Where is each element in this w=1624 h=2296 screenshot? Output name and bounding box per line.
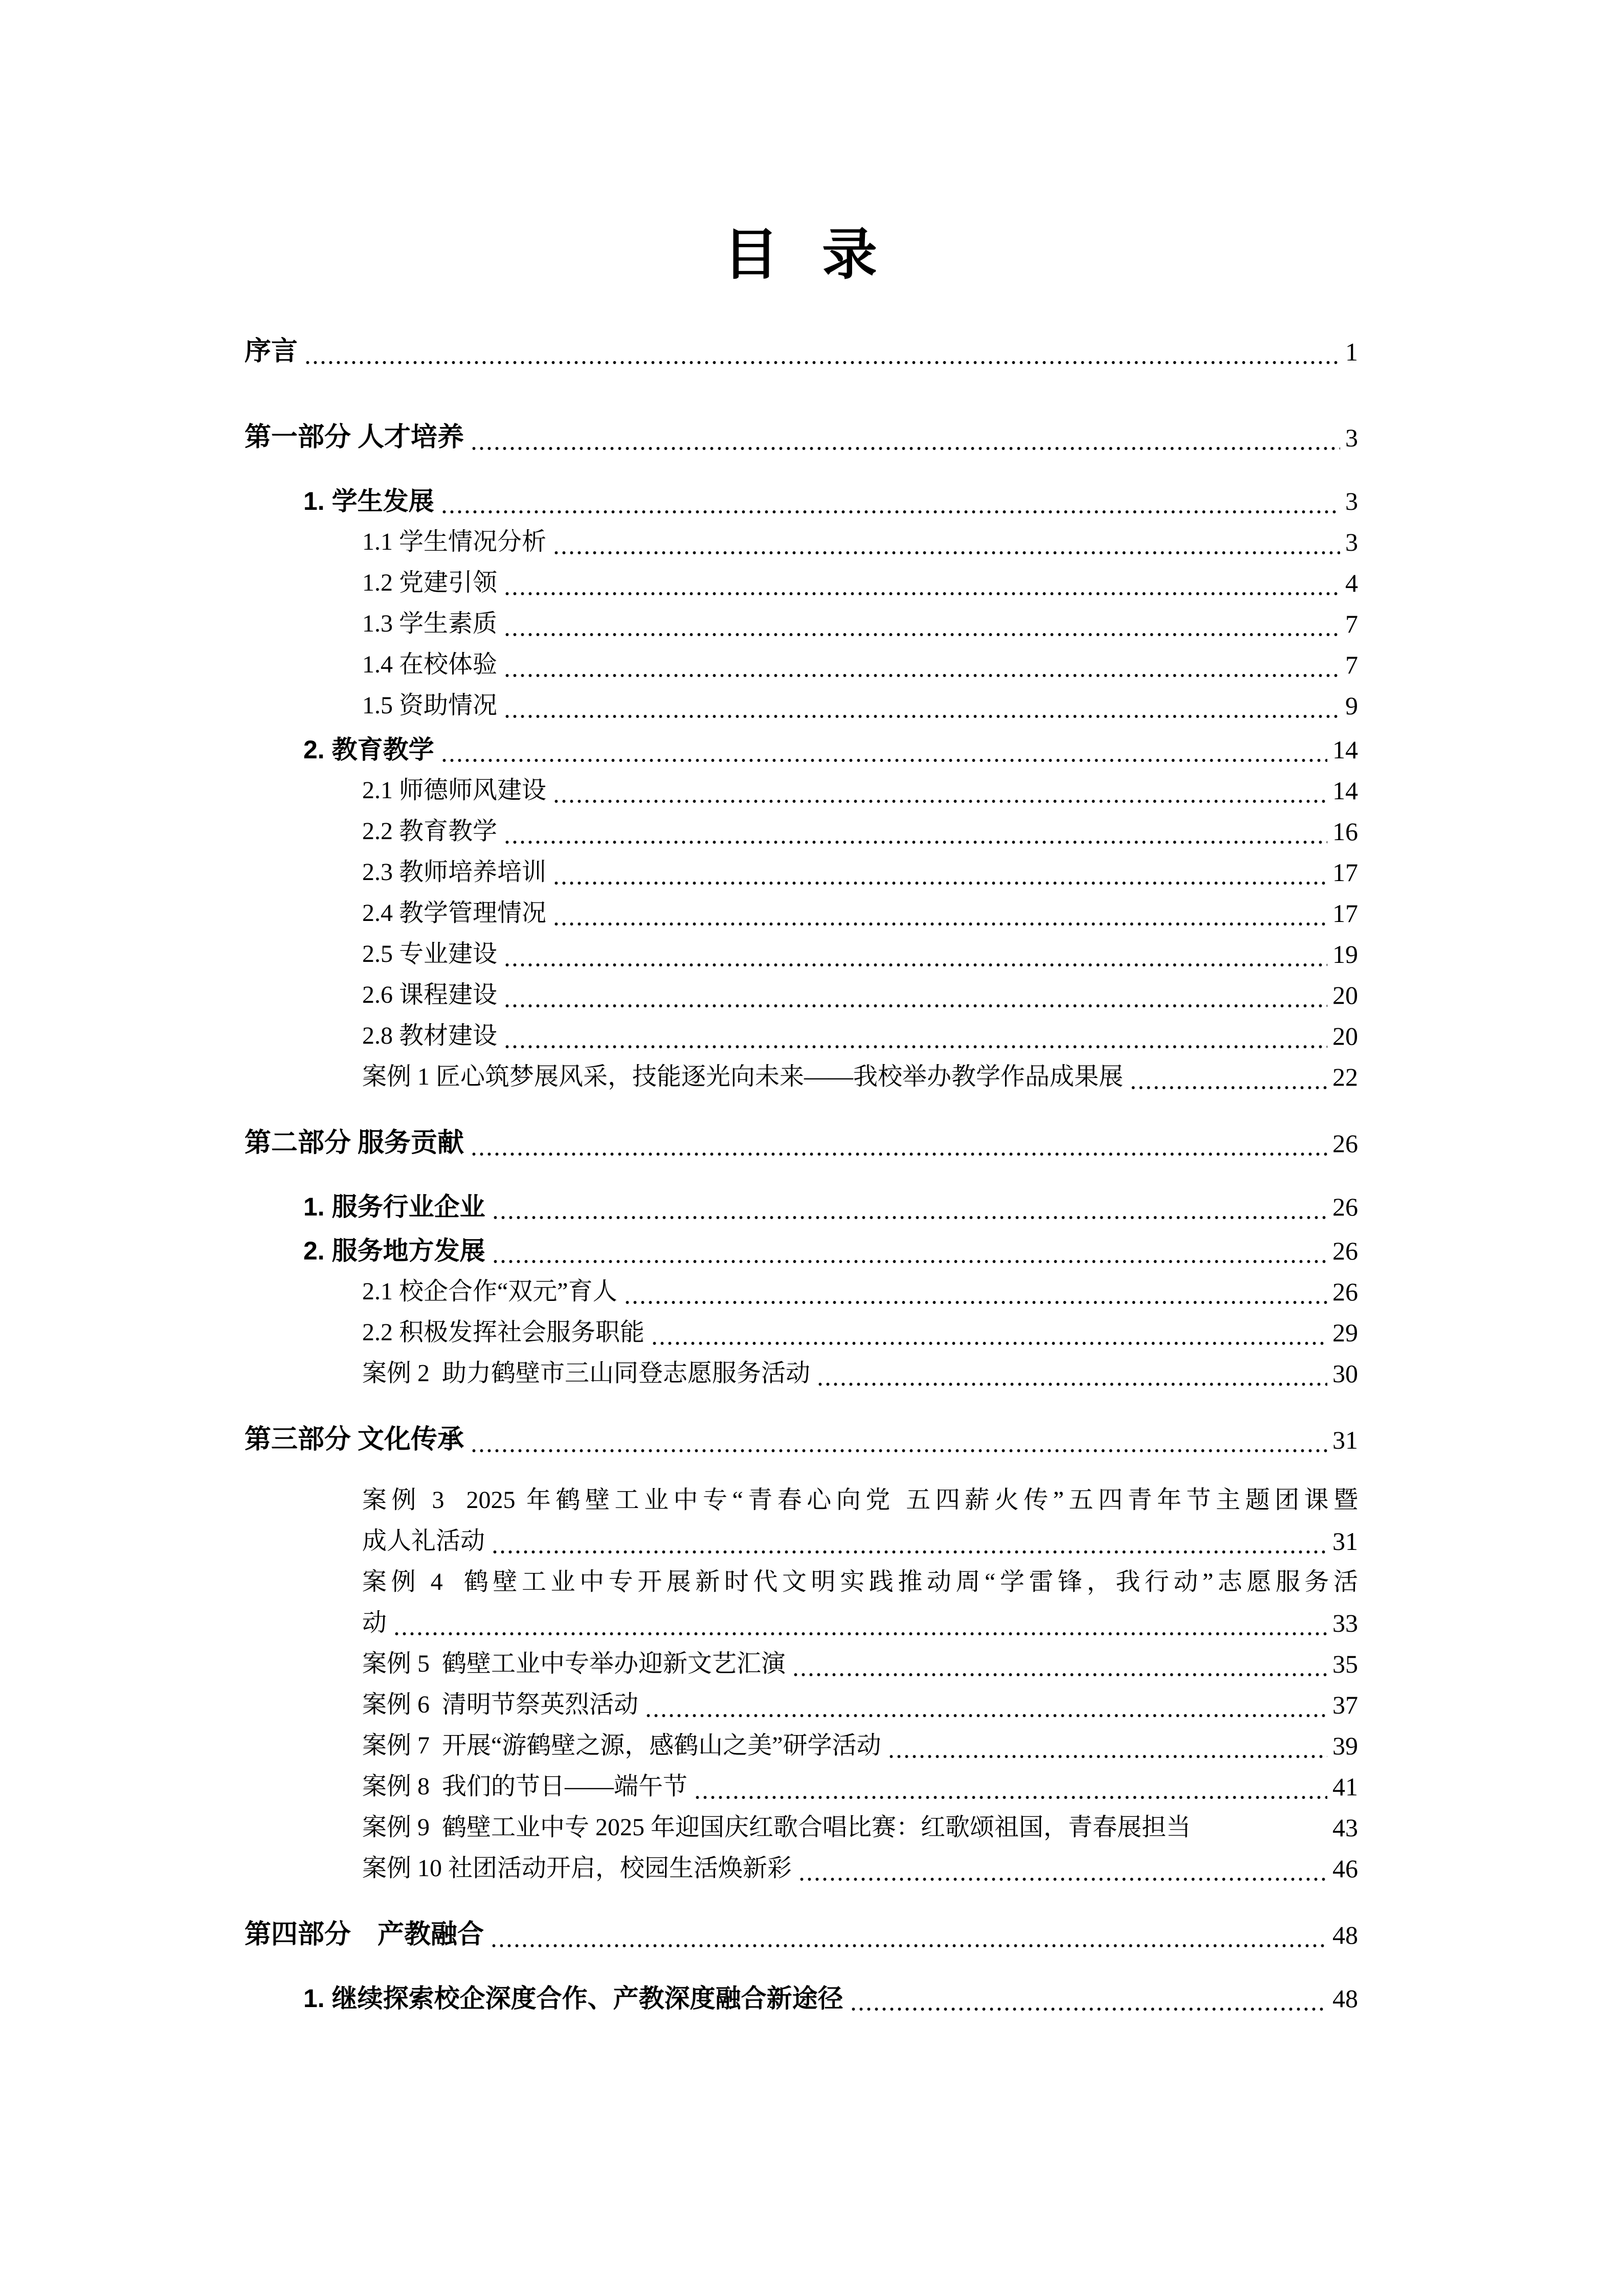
toc-entry-page: 30 — [1332, 1359, 1358, 1388]
dot-leader — [503, 934, 1327, 975]
toc-entry-page: 37 — [1332, 1691, 1358, 1719]
toc-entry-text: 2.2 积极发挥社会服务职能 — [362, 1319, 645, 1346]
toc-entry-page: 7 — [1345, 650, 1358, 679]
dot-leader — [887, 1725, 1327, 1766]
toc-entry-text: 1. 服务行业企业 — [303, 1192, 485, 1221]
toc-wrap-line — [244, 1480, 1358, 1521]
dot-leader — [694, 1766, 1327, 1807]
dot-leader — [1197, 1807, 1327, 1848]
toc-entry-line — [244, 1521, 1358, 1562]
dot-leader — [503, 603, 1340, 644]
dot-leader — [440, 729, 1327, 770]
toc-entry-text: 2. 教育教学 — [303, 735, 434, 764]
toc-entry-page: 41 — [1332, 1772, 1358, 1801]
toc-entry-page: 48 — [1332, 1984, 1358, 2013]
toc-entry-line — [244, 481, 1358, 522]
dot-leader — [304, 331, 1340, 372]
toc-entry-page: 3 — [1345, 528, 1358, 556]
toc-entry-line — [244, 1603, 1358, 1644]
dot-leader — [503, 975, 1327, 1016]
toc-entry-text: 2.8 教材建设 — [362, 1022, 498, 1049]
toc-entry-text: 第一部分 人才培养 — [244, 423, 464, 452]
toc-entry-page: 22 — [1332, 1063, 1358, 1091]
toc-entry-text: 1.1 学生情况分析 — [362, 528, 547, 555]
toc-entry-page: 46 — [1332, 1854, 1358, 1883]
toc-entry-page: 31 — [1332, 1527, 1358, 1556]
dot-leader — [624, 1271, 1327, 1312]
dot-leader — [850, 1978, 1327, 2019]
toc-entry-text: 案例 3 2025 年鹤壁工业中专“青春心向党 五四薪火传”五四青年节主题团课暨 — [362, 1487, 1358, 1514]
toc-entry-text: 序言 — [244, 337, 298, 366]
toc-entry-line — [244, 1230, 1358, 1271]
toc-entry-page: 31 — [1332, 1426, 1358, 1454]
dot-leader — [393, 1603, 1327, 1644]
dot-leader — [651, 1312, 1327, 1353]
toc-entry-text: 案例 4 鹤壁工业中专开展新时代文明实践推动周“学雷锋，我行动”志愿服务活 — [362, 1568, 1358, 1595]
toc-entry-text: 2.1 校企合作“双元”育人 — [362, 1278, 617, 1305]
dot-leader — [503, 1016, 1327, 1056]
toc-entry-line — [244, 1353, 1358, 1394]
toc-entry-text: 案例 6 清明节祭英烈活动 — [362, 1691, 639, 1718]
toc-entry-page: 3 — [1345, 487, 1358, 515]
toc-entry-line — [244, 1644, 1358, 1684]
toc-list — [244, 306, 1358, 2019]
toc-entry-line — [244, 417, 1358, 458]
dot-leader — [816, 1353, 1327, 1394]
dot-leader — [1129, 1056, 1327, 1097]
toc-entry-text: 动 — [362, 1609, 387, 1636]
toc-entry-text: 案例 7 开展“游鹤壁之源，感鹤山之美”研学活动 — [362, 1732, 881, 1759]
toc-entry-line — [244, 562, 1358, 603]
page-title: 目 录 — [723, 225, 879, 286]
toc-entry-page: 39 — [1332, 1731, 1358, 1760]
toc-entry-text: 案例 10 社团活动开启，校园生活焕新彩 — [362, 1855, 792, 1882]
toc-entry-line — [244, 770, 1358, 811]
toc-entry-text: 案例 5 鹤壁工业中专举办迎新文艺汇演 — [362, 1650, 786, 1677]
toc-entry-page: 14 — [1332, 776, 1358, 805]
toc-entry-page: 14 — [1332, 735, 1358, 764]
toc-entry-page: 20 — [1332, 981, 1358, 1009]
dot-leader — [552, 770, 1327, 811]
toc-entry-page: 3 — [1345, 423, 1358, 452]
toc-entry-line — [244, 685, 1358, 726]
toc-entry-page: 29 — [1332, 1318, 1358, 1347]
toc-entry-text: 2.4 教学管理情况 — [362, 899, 547, 927]
toc-entry-page: 26 — [1332, 1277, 1358, 1306]
toc-entry-line — [244, 1725, 1358, 1766]
toc-entry-line — [244, 934, 1358, 975]
toc-entry-page: 7 — [1345, 610, 1358, 638]
toc-entry-text: 第四部分 产教融合 — [244, 1920, 484, 1949]
dot-leader — [491, 1521, 1327, 1562]
dot-leader — [503, 685, 1340, 726]
toc-entry-text: 1.5 资助情况 — [362, 692, 498, 719]
toc-entry-page: 26 — [1332, 1192, 1358, 1221]
dot-leader — [470, 417, 1340, 458]
dot-leader — [552, 522, 1340, 562]
dot-leader — [492, 1186, 1327, 1227]
toc-entry-line — [244, 1978, 1358, 2019]
toc-entry-text: 2.6 课程建设 — [362, 981, 498, 1008]
toc-entry-text: 案例 2 助力鹤壁市三山同登志愿服务活动 — [362, 1360, 811, 1387]
toc-entry-text: 案例 9 鹤壁工业中专 2025 年迎国庆红歌合唱比赛：红歌颂祖国，青春展担当 — [362, 1814, 1191, 1841]
toc-entry-text: 2. 服务地方发展 — [303, 1236, 485, 1265]
toc-entry-page: 19 — [1332, 940, 1358, 969]
toc-entry-page: 48 — [1332, 1921, 1358, 1949]
toc-entry-page: 17 — [1332, 858, 1358, 887]
toc-entry-line — [244, 1420, 1358, 1460]
toc-entry-line — [244, 729, 1358, 770]
dot-leader — [552, 852, 1327, 893]
toc-entry-page: 26 — [1332, 1129, 1358, 1158]
toc-entry-text: 2.3 教师培养培训 — [362, 859, 547, 886]
toc-entry-line — [244, 1915, 1358, 1955]
toc-entry-page: 9 — [1345, 691, 1358, 720]
toc-entry-line — [244, 331, 1358, 372]
toc-entry-page: 4 — [1345, 569, 1358, 597]
toc-entry-line — [244, 1766, 1358, 1807]
toc-wrap-line — [244, 1562, 1358, 1603]
toc-entry-text: 2.5 专业建设 — [362, 940, 498, 967]
toc-entry-text: 2.1 师德师风建设 — [362, 777, 547, 804]
toc-entry-page: 17 — [1332, 899, 1358, 928]
dot-leader — [552, 893, 1327, 934]
toc-entry-page: 20 — [1332, 1022, 1358, 1050]
dot-leader — [644, 1684, 1327, 1725]
toc-entry-text: 1.3 学生素质 — [362, 610, 498, 637]
toc-entry-line — [244, 852, 1358, 893]
dot-leader — [470, 1420, 1327, 1460]
dot-leader — [490, 1915, 1327, 1955]
toc-entry-line — [244, 1123, 1358, 1164]
toc-entry-text: 成人礼活动 — [362, 1527, 485, 1555]
toc-entry-page: 16 — [1332, 817, 1358, 846]
toc-entry-text: 第三部分 文化传承 — [244, 1425, 464, 1454]
dot-leader — [470, 1123, 1327, 1164]
toc-entry-line — [244, 1016, 1358, 1056]
dot-leader — [503, 562, 1340, 603]
toc-entry-text: 1. 学生发展 — [303, 487, 434, 515]
toc-entry-line — [244, 1807, 1358, 1848]
toc-entry-line — [244, 1271, 1358, 1312]
toc-entry-text: 案例 8 我们的节日——端午节 — [362, 1773, 688, 1800]
toc-entry-line — [244, 893, 1358, 934]
dot-leader — [792, 1644, 1327, 1684]
toc-entry-line — [244, 603, 1358, 644]
dot-leader — [440, 481, 1340, 522]
toc-entry-line — [244, 522, 1358, 562]
toc-entry-line — [244, 644, 1358, 685]
toc-entry-line — [244, 975, 1358, 1016]
toc-entry-line — [244, 811, 1358, 852]
toc-entry-text: 1.2 党建引领 — [362, 569, 498, 596]
toc-entry-line — [244, 1056, 1358, 1097]
toc-entry-line — [244, 1848, 1358, 1889]
toc-entry-page: 26 — [1332, 1236, 1358, 1265]
toc-entry-page: 35 — [1332, 1650, 1358, 1678]
toc-entry-page: 43 — [1332, 1813, 1358, 1842]
toc-entry-text: 1.4 在校体验 — [362, 651, 498, 678]
toc-entry-text: 1. 继续探索校企深度合作、产教深度融合新途径 — [303, 1984, 843, 2013]
toc-entry-text: 案例 1 匠心筑梦展风采，技能逐光向未来——我校举办教学作品成果展 — [362, 1063, 1124, 1090]
toc-entry-line — [244, 1312, 1358, 1353]
dot-leader — [503, 811, 1327, 852]
dot-leader — [503, 644, 1340, 685]
toc-entry-text: 第二部分 服务贡献 — [244, 1129, 464, 1158]
toc-entry-page: 1 — [1345, 337, 1358, 366]
dot-leader — [492, 1230, 1327, 1271]
toc-entry-line — [244, 1186, 1358, 1227]
toc-entry-page: 33 — [1332, 1609, 1358, 1637]
toc-entry-line — [244, 1684, 1358, 1725]
dot-leader — [798, 1848, 1327, 1889]
toc-entry-text: 2.2 教育教学 — [362, 818, 498, 845]
